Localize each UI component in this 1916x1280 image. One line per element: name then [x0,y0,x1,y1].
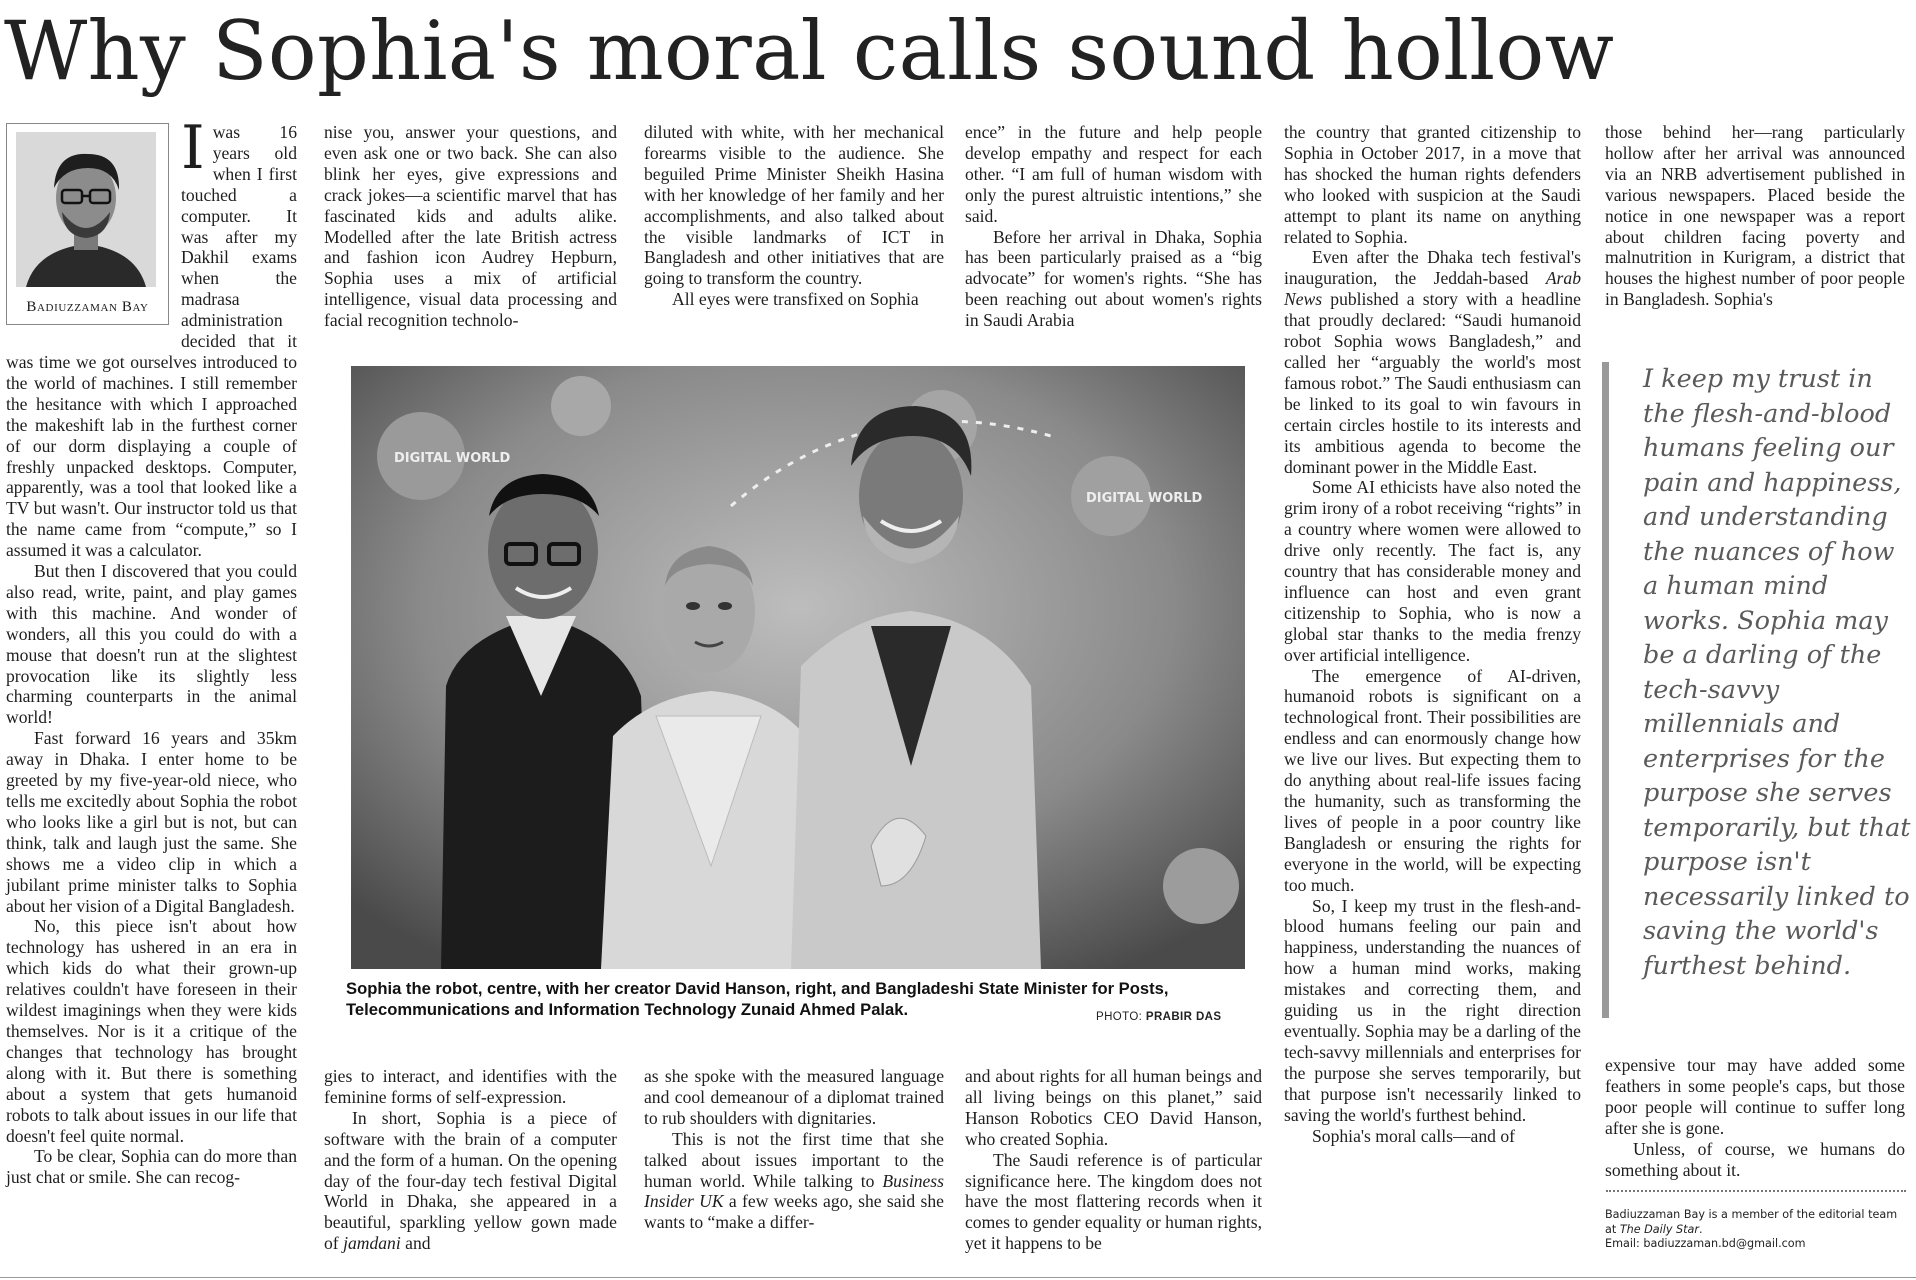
author-footnote [1605,1208,1910,1252]
paragraph-text: Even after the Dhaka tech festival's inauguration, the Jeddah-based [1284,247,1581,289]
news-photo [351,366,1245,969]
paragraph: Sophia's moral calls—and of [1312,1125,1516,1146]
article-column-6-bottom [1605,1055,1905,1180]
paragraph: as she spoke with the measured language and cool demeanour of a diplomat trained to rub shoulders with dignitaries. [644,1066,944,1128]
footnote-text: . [1698,1222,1703,1236]
article-column-2-top [324,122,617,331]
paragraph: So, I keep my trust in the flesh-and-blood humans feeling our pain and happiness, understanding the nuances of how a human mind works, making mistakes and correcting them, and guiding us in the right direction eventually. Sophia may be a darling of the tech-savvy millennials and enterprises for the purpose she serves temporarily, but that purpose isn't necessarily linked to saving the world's furthest behind. [1284,895,1581,1125]
paragraph: Before her arrival in Dhaka, Sophia has been particularly praised as a “big advocate” for women's rights. “She has been reaching out about women's rights in Saudi Arabia [965,226,1262,331]
paragraph: To be clear, Sophia can do more than just chat or smile. She can recog- [6,1146,297,1188]
emphasis: Business Insider UK [644,1170,944,1212]
photo-credit-name: PRABIR DAS [1145,1011,1222,1023]
article-column-2-bottom [324,1066,617,1254]
paragraph: ence” in the future and help people develop empathy and respect for each other. “I am full of human wisdom with only the purest altruistic intentions,” she said. [965,122,1262,226]
article-column-5 [1284,122,1581,1146]
paragraph: nise you, answer your questions, and even ask one or two back. She can also blink her eyes, give expressions and crack jokes—a scientific marvel that has fascinated kids and adults alike. Modelled after the late British actress and fashion icon Audrey Hepburn, Sophia uses a mix of artificial intelligence, visual data processing and facial recognition technolo- [324,122,617,331]
article-column-3-top [644,122,944,310]
paragraph-text: and [400,1233,431,1254]
paragraph: Fast forward 16 years and 35km away in Dhaka. I enter home to be greeted by my five-year-old niece, who tells me excitedly about Sophia the robot who looks like a girl but is not, but can think, talk and laugh just the same. She shows me a video clip in which a jubilant prime minister talks to Sophia about her vision of a Digital Bangladesh. [6,728,297,916]
article-column-1 [6,113,297,1188]
bottom-rule [0,1277,1916,1278]
emphasis: Arab News [1284,268,1581,310]
paragraph: No, this piece isn't about how technology has ushered in an era in which kids do what their grown-up relatives couldn't have foreseen in their wildest imaginings when they were kids themselves. Nor is it a critique of the changes that technology has brought along with it. But there is something about a system that gets humanoid robots to talk about issues in our life that doesn't feel quite normal. [6,916,297,1146]
author-box-spacer [6,122,181,334]
photo-illustration [351,366,1245,969]
paragraph: The emergence of AI-driven, humanoid robots is significant on a technological front. Their possibilities are endless and can enormously change how we live our lives. But expecting them to do anything about real-life issues facing the humanity, such as transforming the lives of people in a poor country like Bangladesh or ensuring the rights for everyone in the world, will be expecting too much. [1284,665,1581,895]
paragraph: The Saudi reference is of particular significance here. The kingdom does not have the most flattering records when it comes to gender equality or human rights, yet it happens to be [965,1149,1262,1254]
paragraph: Some AI ethicists have also noted the grim irony of a robot receiving “rights” in a country where women were allowed to drive only recently. The fact is, any country that has considerable money and influence can host and even grant citizenship to Sophia, who is now a global star thanks to the media frenzy over artificial intelligence. [1284,477,1581,665]
paragraph-text: This is not the first time that she talked about issues important to the human world. While talking to [644,1128,944,1191]
drop-cap: I [181,113,205,183]
newspaper-name: The Daily Star [1619,1222,1699,1236]
paragraph: But then I discovered that you could also read, write, paint, and play games with this machine. And wonder of wonders, all this you could do with a mouse that doesn't run at the slightest provocation like its slightly less charming counterparts in the animal world! [6,561,297,728]
paragraph [324,1108,617,1254]
backdrop-logo-text: DIGITAL WORLD [1086,491,1203,506]
article-column-4-top [965,122,1262,331]
photo-credit-label: PHOTO: [1096,1011,1146,1023]
paragraph: diluted with white, with her mechanical forearms visible to the audience. She beguiled Prime Minister Sheikh Hasina with her knowledge of her family and her accomplishments, and also talked about the visible landmarks of ICT in Bangladesh and other initiatives that are going to transform the country. [644,122,944,289]
paragraph: expensive tour may have added some feathers in some people's caps, but those poor people will continue to suffer long after she is gone. [1605,1055,1905,1138]
paragraph-text: published a story with a headline that proudly declared: “Saudi humanoid robot Sophia wows Bangladesh,” and called her “arguably the world's most famous robot.” The Saudi enthusiasm can be linked to its goal to win favours in certain circles hostile to its interests and its ambitious agenda to become the dominant power in the Middle East. [1284,289,1581,477]
footnote-divider [1606,1190,1906,1192]
article-column-3-bottom [644,1066,944,1233]
paragraph-text: In short, Sophia is a piece of software with the brain of a computer and the form of a human. On the opening day of the four-day tech festival Digital World in Dhaka, she appeared in a beautiful, sparkling yellow gown made of [324,1107,617,1254]
author-name: Badiuzzaman Bay [26,299,149,315]
paragraph [644,1129,944,1234]
emphasis: jamdani [343,1233,401,1254]
headline: Why Sophia's moral calls sound hollow [4,5,1615,99]
paragraph-text: was 16 years old when I first touched a computer. It was after my Dakhil exams when the madrasa administration decided that it was time we got ourselves introduced to the world of machines. I still remember the hesitance with which I approached the makeshift lab in the furthest corner of our dorm displaying a couple of freshly unpacked desktops. Computer, apparently, was a tool that looked like a TV but wasn't. Our instructor told us that the name came from “compute,” so I assumed it was a calculator. [6,122,297,561]
paragraph: those behind her—rang particularly hollow after her arrival was announced via an NRB advertisement published in various newspapers. Placed beside the notice in one newspaper was a report about children facing poverty and malnutrition in Kurigram, a district that houses the highest number of poor people in Bangladesh. Sophia's [1605,122,1905,310]
paragraph: and about rights for all human beings and all living beings on this planet,” said Hanson Robotics CEO David Hanson, who created Sophia. [965,1066,1262,1149]
photo-caption: Sophia the robot, centre, with her creator David Hanson, right, and Bangladeshi State Minister for Posts, Telecommunications and Information Technology Zunaid Ahmed Palak. [346,979,1169,1019]
author-email: Email: badiuzzaman.bd@gmail.com [1605,1237,1806,1250]
paragraph: Unless, of course, we humans do something about it. [1605,1138,1905,1180]
paragraph: All eyes were transfixed on Sophia [672,289,919,310]
paragraph-text: a few weeks ago, she said she wants to “make a differ- [644,1191,944,1233]
article-column-6-top [1605,122,1905,310]
paragraph: gies to interact, and identifies with the feminine forms of self-expression. [324,1066,617,1107]
backdrop-logo-text: DIGITAL WORLD [394,451,511,466]
footnote-text: Badiuzzaman Bay is a member of the editorial team at [1605,1208,1898,1236]
pull-quote-text: I keep my trust in the flesh-and-blood humans feeling our pain and happiness, and understanding the nuances of how a human mind works. Sophia may be a darling of the tech-savvy millennials and enterprises for the purpose she serves temporarily, but that purpose isn't necessarily linked to saving the world's furthest behind. [1643,364,1911,981]
paragraph [1284,247,1581,477]
photo-credit [1096,1011,1221,1023]
article-column-4-bottom [965,1066,1262,1254]
paragraph: the country that granted citizenship to Sophia in October 2017, in a move that has shocked the human rights defenders who looked with suspicion at the Saudi attempt to plant its name on anything related to Sophia. [1284,122,1581,247]
pull-quote [1602,362,1916,1018]
